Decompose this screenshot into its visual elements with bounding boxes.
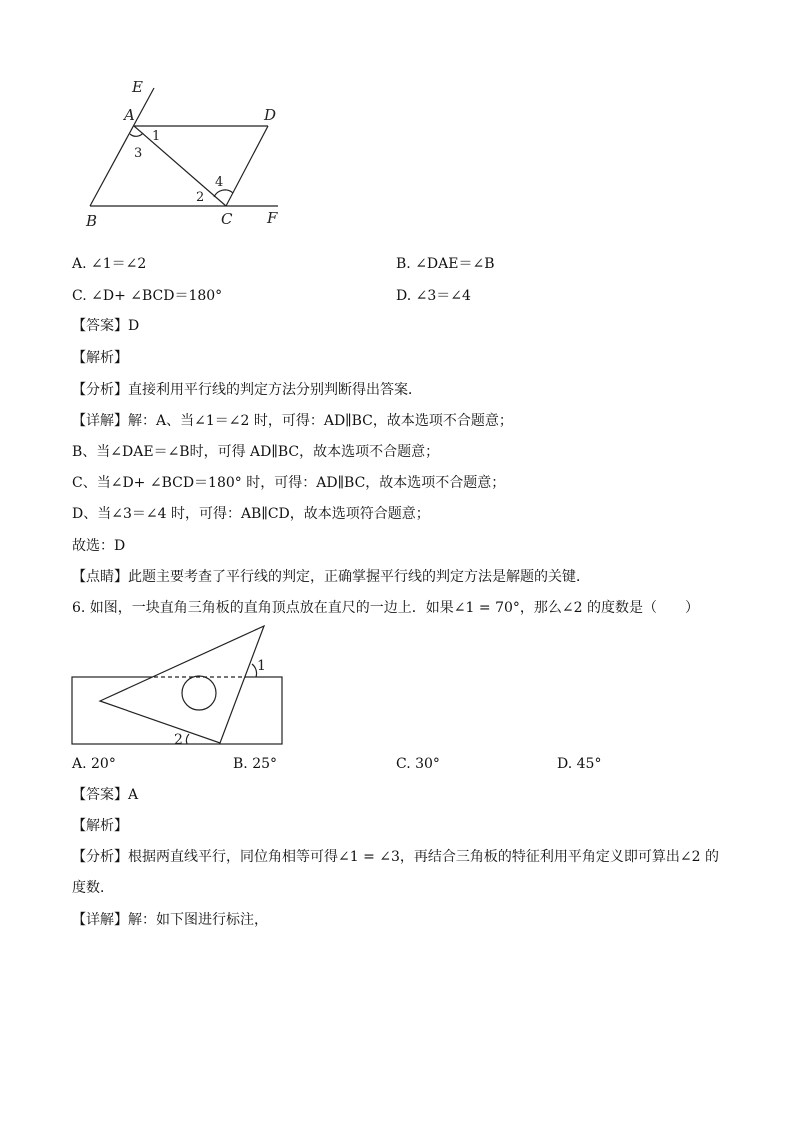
label-angle-1: 1 — [152, 129, 161, 144]
q5-detail-c: C、当∠D+ ∠BCD＝180° 时，可得：AD∥BC，故本选项不合题意； — [72, 475, 506, 491]
label-C: C — [221, 210, 233, 228]
angle-arc-1 — [252, 664, 257, 677]
label-angle-3: 3 — [134, 146, 143, 161]
label-D: D — [264, 106, 277, 124]
q6-option-d: D. 45° — [557, 756, 602, 772]
q5-answer: 【答案】D — [72, 318, 140, 334]
q5-fenxi: 【分析】直接利用平行线的判定方法分别判断得出答案． — [72, 382, 422, 398]
q6-fenxi-line2: 度数． — [72, 880, 114, 896]
label-A: A — [124, 106, 135, 124]
label-F: F — [267, 209, 278, 227]
label-angle-1: 1 — [257, 658, 266, 674]
q5-option-a: A. ∠1＝∠2 — [72, 256, 147, 272]
q6-option-b: B. 25° — [233, 756, 278, 772]
line-BE — [90, 88, 154, 206]
q6-question: 6. 如图，一块直角三角板的直角顶点放在直尺的一边上．如果∠1 = 70°，那么∠2 的度数是（ ） — [72, 600, 699, 616]
ruler-triangle-figure — [70, 622, 290, 750]
label-E: E — [132, 78, 143, 96]
line-CD — [226, 126, 268, 206]
label-angle-4: 4 — [215, 175, 224, 190]
label-angle-2: 2 — [196, 190, 205, 205]
angle-arc-A — [130, 133, 143, 136]
angle-arc-2 — [186, 734, 189, 744]
label-angle-2: 2 — [174, 732, 183, 748]
q6-option-a: A. 20° — [72, 756, 116, 772]
q5-detail-a: 【详解】解：A、当∠1＝∠2 时，可得：AD∥BC，故本选项不合题意； — [72, 413, 513, 429]
q6-answer: 【答案】A — [72, 787, 139, 803]
angle-arc-C — [214, 190, 233, 197]
q6-analysis-heading: 【解析】 — [72, 818, 128, 834]
parallelogram-figure — [80, 76, 290, 236]
set-square — [100, 626, 264, 743]
q5-option-c: C. ∠D+ ∠BCD＝180° — [72, 288, 223, 304]
q5-dianjing: 【点睛】此题主要考查了平行线的判定，正确掌握平行线的判定方法是解题的关键． — [72, 569, 590, 585]
q5-analysis-heading: 【解析】 — [72, 350, 128, 366]
q6-option-c: C. 30° — [396, 756, 440, 772]
line-AC — [134, 126, 226, 206]
q6-fenxi-line1: 【分析】根据两直线平行，同位角相等可得∠1 = ∠3，再结合三角板的特征利用平角定义即可算出∠2 的 — [72, 849, 719, 865]
q5-detail-b: B、当∠DAE＝∠B时，可得 AD∥BC，故本选项不合题意； — [72, 444, 440, 460]
q5-option-d: D. ∠3＝∠4 — [396, 288, 471, 304]
q5-detail-d: D、当∠3＝∠4 时，可得：AB∥CD，故本选项符合题意； — [72, 506, 430, 522]
q5-choose: 故选：D — [72, 538, 126, 554]
q6-detail: 【详解】解：如下图进行标注， — [72, 912, 268, 928]
q5-option-b: B. ∠DAE＝∠B — [396, 256, 495, 272]
label-B: B — [86, 212, 98, 230]
